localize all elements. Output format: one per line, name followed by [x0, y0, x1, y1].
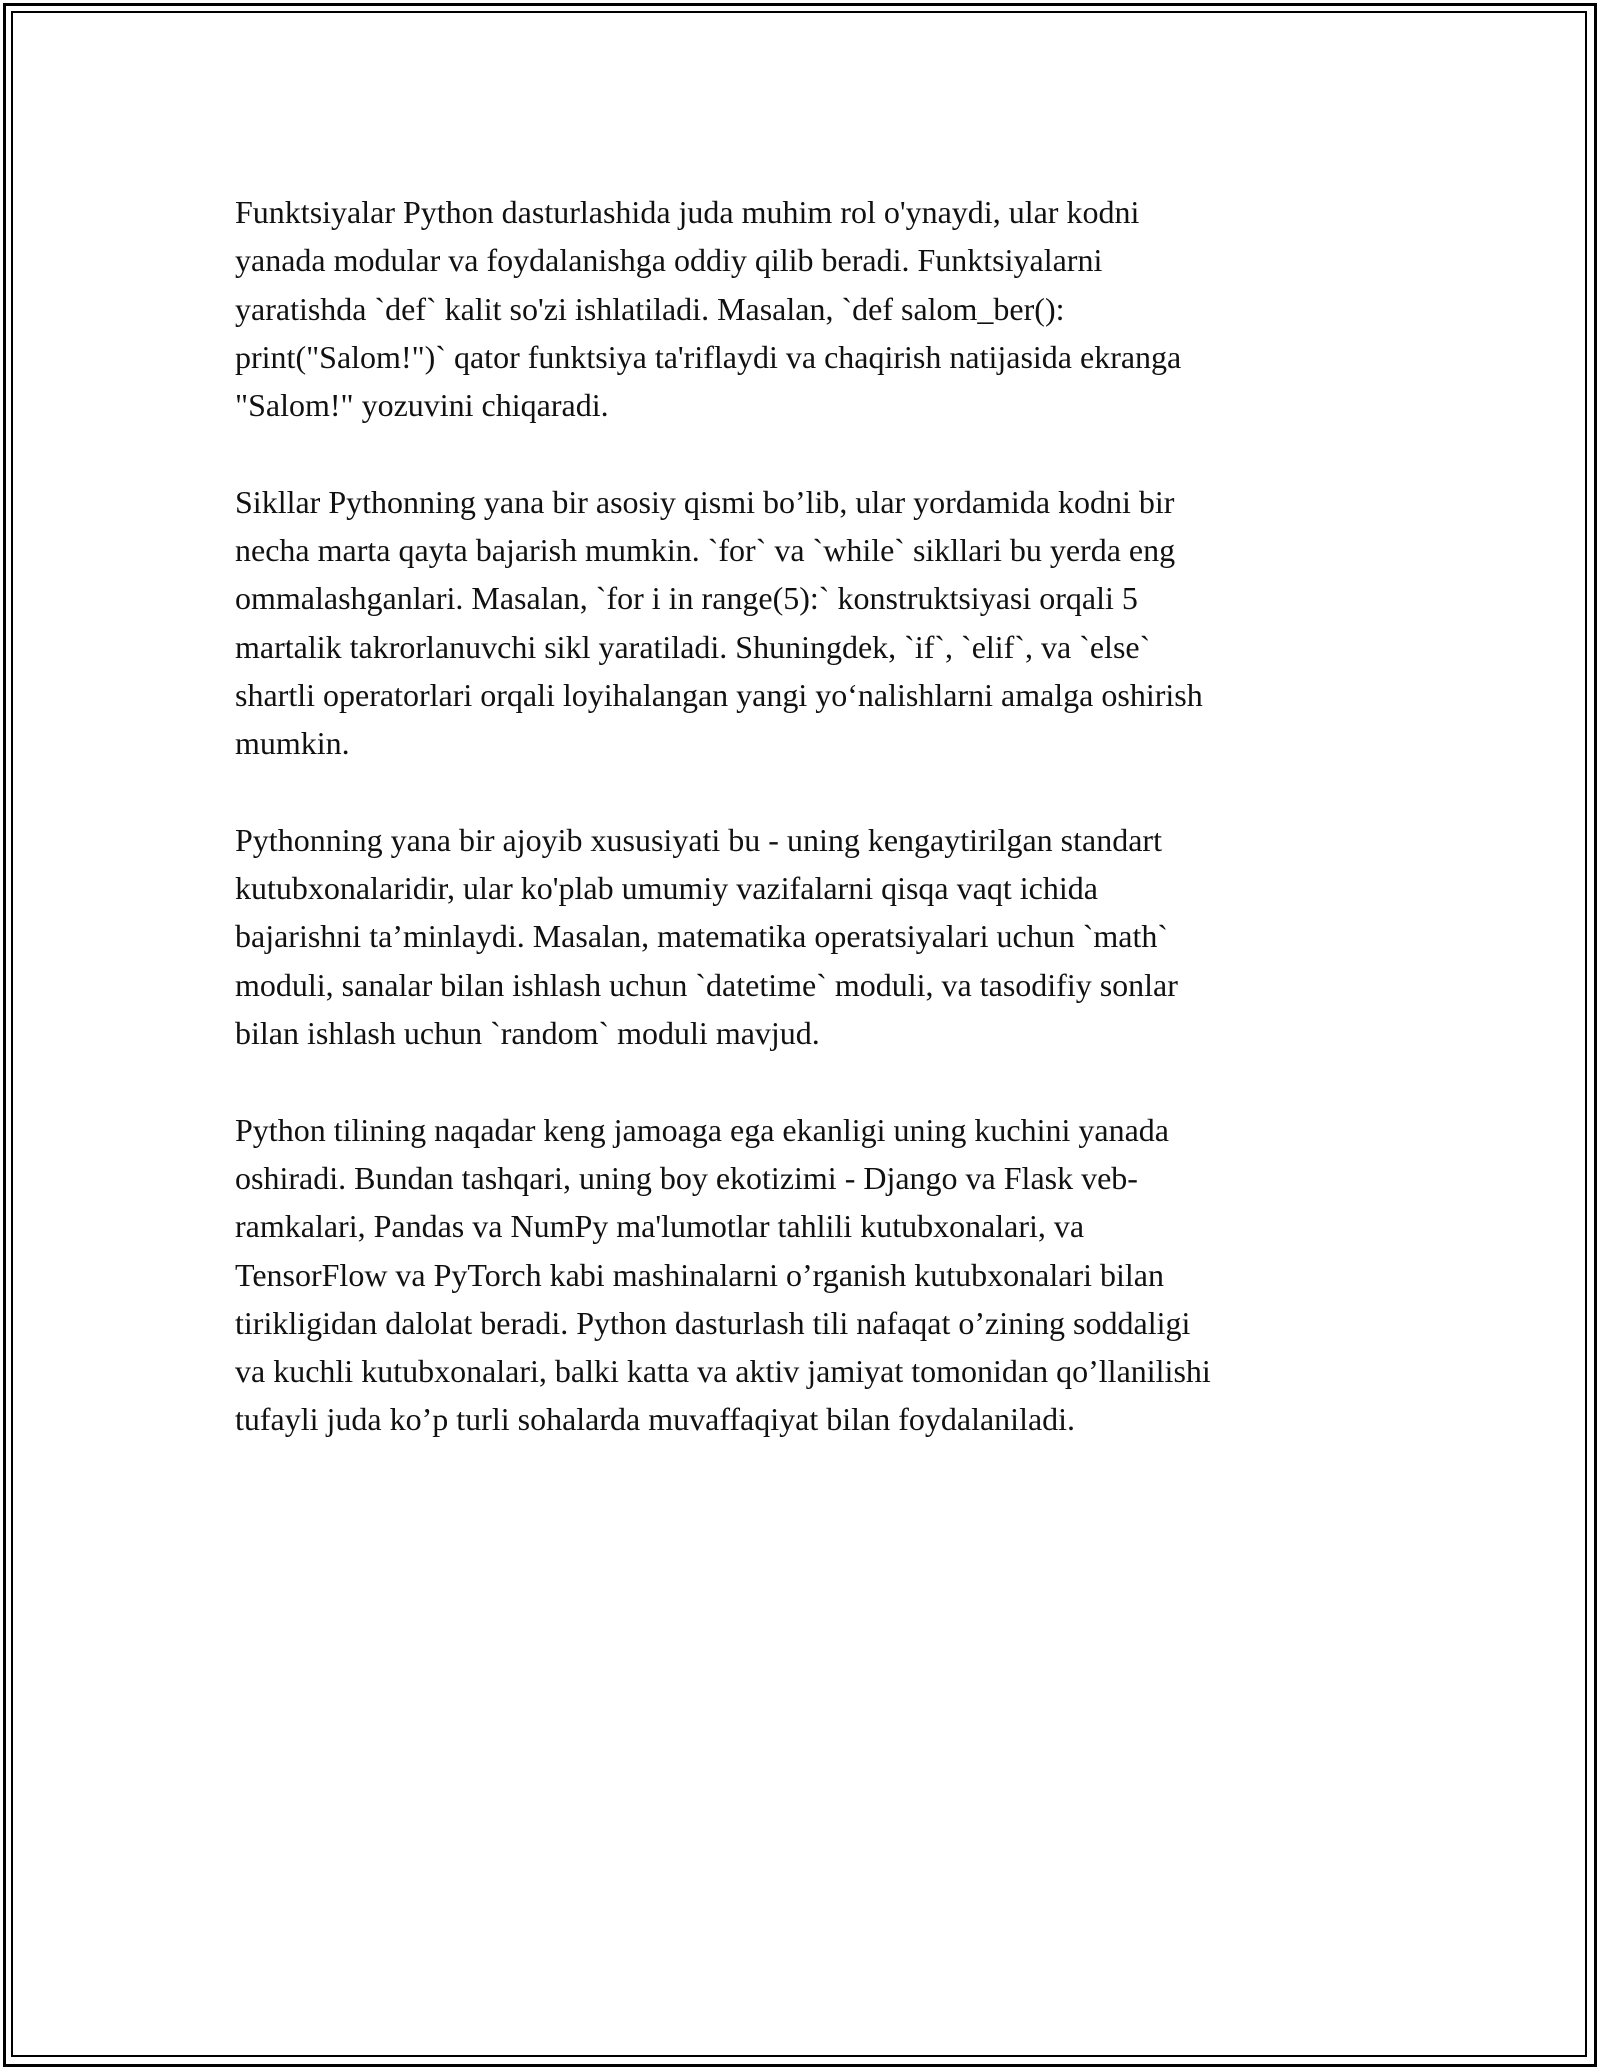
- text-line: mumkin.: [235, 725, 350, 762]
- text-line: Python tilining naqadar keng jamoaga ega ekanligi uning kuchini yanada: [235, 1111, 1169, 1148]
- text-line: TensorFlow va PyTorch kabi mashinalarni o’rganish kutubxonalari bilan: [235, 1256, 1164, 1293]
- text-line: ommalashganlari. Masalan, `for i in range(5):` konstruktsiyasi orqali 5: [235, 580, 1138, 617]
- paragraph-functions: [235, 188, 1365, 429]
- text-line: tufayli juda ko’p turli sohalarda muvaffaqiyat bilan foydalaniladi.: [235, 1401, 1076, 1438]
- text-line: kutubxonalaridir, ular ko'plab umumiy vazifalarni qisqa vaqt ichida: [235, 870, 1098, 907]
- text-line: yaratishda `def` kalit so'zi ishlatiladi. Masalan, `def salom_ber():: [235, 290, 1065, 327]
- paragraph-loops: [235, 478, 1365, 768]
- paragraph-ecosystem: [235, 1106, 1365, 1444]
- text-line: ramkalari, Pandas va NumPy ma'lumotlar tahlili kutubxonalari, va: [235, 1208, 1085, 1245]
- text-line: moduli, sanalar bilan ishlash uchun `datetime` moduli, va tasodifiy sonlar: [235, 966, 1178, 1003]
- text-line: Pythonning yana bir ajoyib xususiyati bu - uning kengaytirilgan standart: [235, 821, 1162, 858]
- text-line: martalik takrorlanuvchi sikl yaratiladi. Shuningdek, `if`, `elif`, va `else`: [235, 628, 1151, 665]
- paragraph-standard-library: [235, 816, 1365, 1057]
- text-line: yanada modular va foydalanishga oddiy qilib beradi. Funktsiyalarni: [235, 242, 1103, 279]
- text-line: print("Salom!")` qator funktsiya ta'riflaydi va chaqirish natijasida ekranga: [235, 338, 1182, 375]
- text-line: bilan ishlash uchun `random` moduli mavjud.: [235, 1015, 820, 1052]
- text-line: necha marta qayta bajarish mumkin. `for` va `while` sikllari bu yerda eng: [235, 532, 1176, 569]
- text-line: "Salom!" yozuvini chiqaradi.: [235, 387, 609, 424]
- text-line: Sikllar Pythonning yana bir asosiy qismi bo’lib, ular yordamida kodni bir: [235, 483, 1175, 520]
- text-line: shartli operatorlari orqali loyihalangan yangi yo‘nalishlarni amalga oshirish: [235, 676, 1203, 713]
- text-line: va kuchli kutubxonalari, balki katta va aktiv jamiyat tomonidan qo’llanilishi: [235, 1353, 1211, 1390]
- text-line: bajarishni ta’minlaydi. Masalan, matematika operatsiyalari uchun `math`: [235, 918, 1169, 955]
- document-body: [235, 188, 1365, 1492]
- text-line: tirikligidan dalolat beradi. Python dasturlash tili nafaqat o’zining soddaligi: [235, 1304, 1191, 1341]
- text-line: oshiradi. Bundan tashqari, uning boy ekotizimi - Django va Flask veb-: [235, 1159, 1138, 1196]
- text-line: Funktsiyalar Python dasturlashida juda muhim rol o'ynaydi, ular kodni: [235, 194, 1140, 230]
